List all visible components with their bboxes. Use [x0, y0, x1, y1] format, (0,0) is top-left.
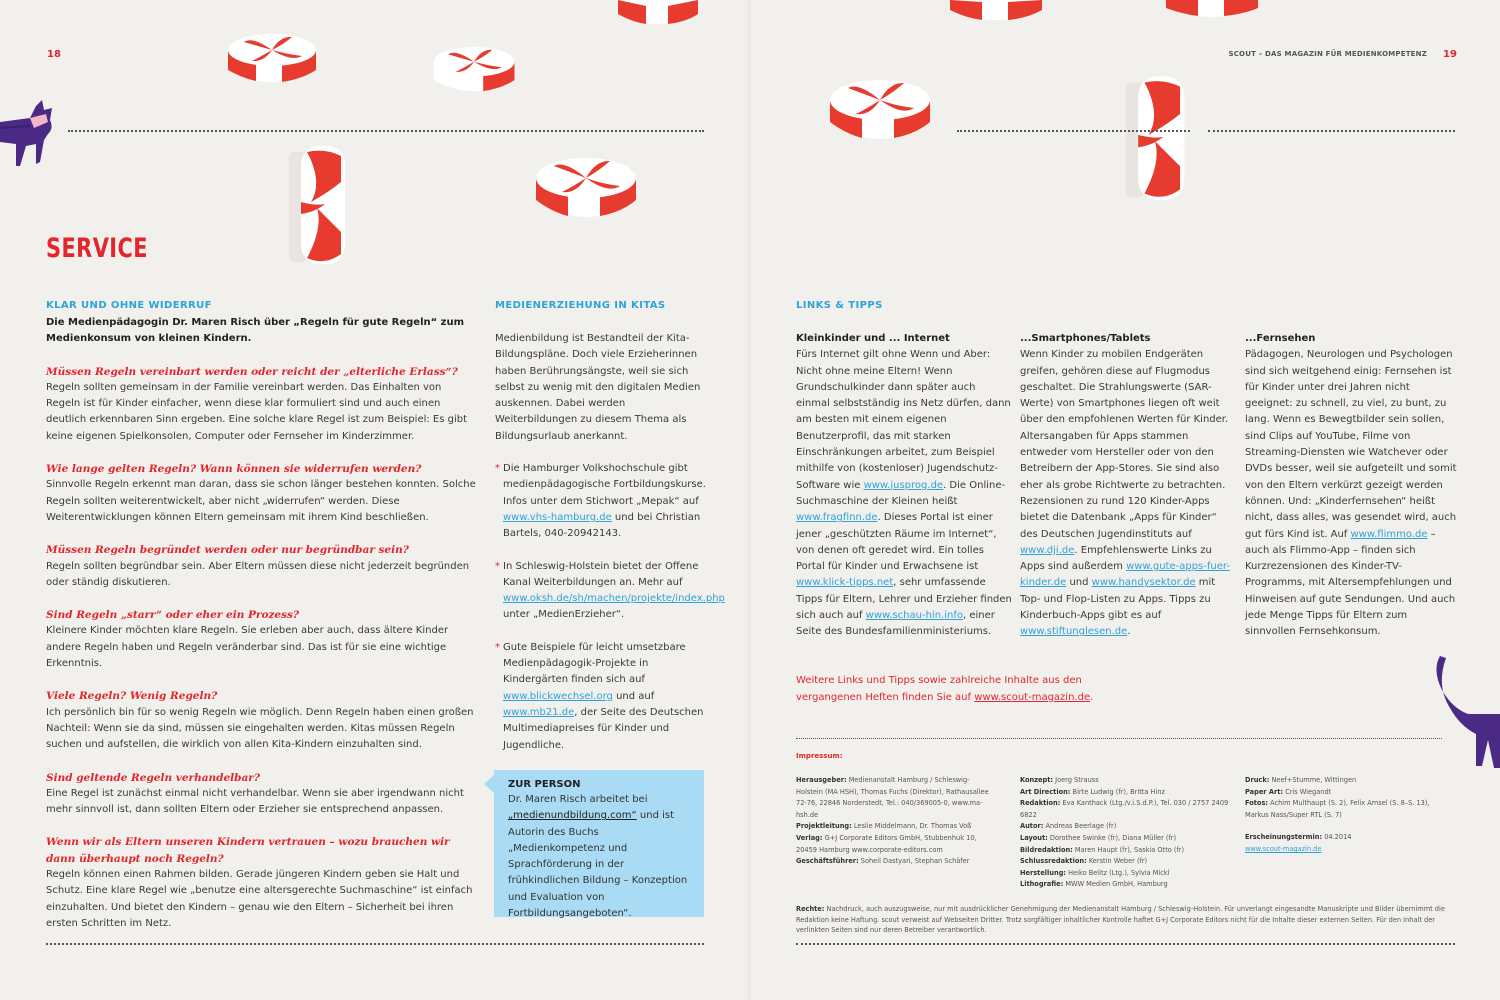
- impressum-entry: [1020, 798, 1234, 821]
- interview-question: Sind geltende Regeln verhandelbar?: [46, 771, 260, 784]
- candy-illustration: [1118, 72, 1194, 206]
- section-heading-kitas: MEDIENERZIEHUNG IN KITAS: [495, 300, 666, 311]
- bullet-text: unter „MedienErzieher“.: [503, 609, 625, 621]
- impressum-key: Konzept:: [1020, 776, 1054, 784]
- impressum-value: Dorothee Swinke (fr), Diana Müller (fr): [1047, 833, 1177, 842]
- impressum-entry: [1020, 833, 1234, 845]
- subheading-fernsehen: ...Fernsehen: [1245, 333, 1316, 344]
- cat-illustration: [0, 92, 66, 170]
- impressum-key: Lithografie:: [1020, 880, 1064, 889]
- links-text: Pädagogen, Neurologen und Psychologen sind sich weitgehend einig: Fernsehen ist für Kinder unter drei Jahren nicht geeignet: zu schnell, zu viel, zu bunt, zu lang. Wenn es Bewegtbilder sein sollen, sind Clips auf YouTube, Filme von Streaming-Diensten wie Watchever oder DVDs besser, weil sie aufgeteilt und somit von den Eltern verkürzt gezeigt werden können. Und: „Kinderfernsehen“ heißt nicht, dass alles, was gesendet wird, auch gut fürs Kind ist. Auf: [1245, 349, 1457, 540]
- subheading-internet: Kleinkinder und ... Internet: [796, 333, 950, 344]
- bullet-text: Die Hamburger Volkshochschule gibt medienpädagogische Fortbildungskurse. Infos unter dem Stichwort „Mepak“ auf: [503, 463, 706, 507]
- page-number-left: 18: [47, 49, 61, 60]
- bullet-text: In Schleswig-Holstein bietet der Offene Kanal Weiterbildungen an. Mehr auf: [503, 560, 699, 588]
- interview-answer: Regeln sollten begründbar sein. Aber Eltern müssen diese nicht jederzeit begründen oder ständig diskutieren.: [46, 560, 470, 588]
- links-text: mit Top- und Flop-Listen zu Apps. Tipps zu Kinderbuch-Apps gibt es auf: [1020, 577, 1216, 622]
- impressum-key: Herausgeber:: [796, 776, 847, 784]
- link-medienundbildung[interactable]: „medienundbildung.com“: [508, 810, 637, 822]
- impressum-value: Heiko Belitz (Ltg.), Sylvia Mickl: [1066, 868, 1170, 877]
- candy-illustration: [822, 72, 938, 152]
- impressum-value: Medienanstalt Hamburg / Schleswig-Holstein (MA HSH), Thomas Fuchs (Direktor), Rathausallee 72-76, 22846 Norderstedt, Tel.: 040/369005-0, www.ma-hsh.de: [796, 776, 989, 819]
- interview-lead: Die Medienpädagogin Dr. Maren Risch über „Regeln für gute Regeln“ zum Medienkonsum von kleinen Kindern.: [46, 317, 465, 345]
- links-text: . Dieses Portal ist einer jener „geschützten Räume im Internet“, von denen oft geredet wird. Ein tolles Portal für Kinder und Erwachsene ist: [796, 512, 997, 573]
- links-text: , sehr umfassende Tipps für Eltern, Lehrer und Erzieher finden sich auch auf: [796, 577, 1012, 622]
- impressum-key: Fotos:: [1245, 799, 1269, 808]
- impressum-entry: [1245, 832, 1451, 844]
- impressum-entry: [796, 856, 996, 868]
- impressum-value: Achim Multhaupt (S. 2), Felix Amsel (S. 8–S. 13), Markus Nass/Super RTL (S. 7): [1245, 799, 1430, 819]
- link-klick-tipps[interactable]: www.klick-tipps.net: [796, 577, 894, 589]
- candy-illustration: [530, 150, 642, 230]
- interview-answer: Regeln können einen Rahmen bilden. Gerade jüngeren Kindern geben sie Halt und Schutz. Eine klare Regel wie „benutze eine altersgerechte Suchmaschine“ ist einfach einzuhalten. Und bietet den Kindern – genau wie den Eltern – Sicherheit bei ihren ersten Schritten im Netz.: [46, 869, 473, 929]
- link-jusprog[interactable]: www.jusprog.de: [863, 479, 944, 491]
- rights-notice: [796, 904, 1451, 936]
- divider-bottom-left: [46, 943, 704, 945]
- links-text: – auch als Flimmo-App – finden sich Kurzrezensionen des Kinder-TV-Programms, mit Altersempfehlungen und Hinweisen auf gute Sendungen. Und auch jede Menge Tipps für Eltern zum sinnvollen Fernsehkonsum.: [1245, 528, 1456, 638]
- impressum-value: Soheil Dastyari, Stephan Schäfer: [858, 857, 970, 866]
- impressum-column-1: [796, 775, 996, 868]
- links-text: , einer Seite des Bundesfamilienministeriums.: [796, 610, 995, 638]
- link-stiftunglesen[interactable]: www.stiftunglesen.de: [1020, 626, 1128, 638]
- kitas-bullet: [495, 640, 707, 754]
- divider-top-right-a: [957, 130, 1190, 132]
- impressum-value: Eva Kanthack (Ltg./v.i.S.d.P.), Tel. 030 / 2757 2409 6822: [1020, 799, 1229, 819]
- kitas-column: [495, 331, 725, 754]
- links-text: . Die Online-Suchmaschine der Kleinen heißt: [796, 479, 1006, 507]
- interview-answer: Kleinere Kinder möchten klare Regeln. Sie erleben aber auch, dass ältere Kinder andere Regeln haben und Regeln veränderbar sind. Das ist für sie eine wichtige Erkenntnis.: [46, 625, 449, 670]
- bullet-text: Gute Beispiele für leicht umsetzbare Medienpädagogik-Projekte in Kindergärten finden sich auf: [503, 641, 686, 686]
- page-title: SERVICE: [46, 233, 148, 264]
- link-blickwechsel[interactable]: www.blickwechsel.org: [503, 690, 613, 702]
- candy-illustration: [612, 0, 704, 30]
- link-dji[interactable]: www.dji.de: [1020, 544, 1075, 556]
- impressum-entry: [1020, 856, 1234, 868]
- impressum-column-3: [1245, 775, 1451, 856]
- links-internet-column: [796, 331, 1012, 641]
- interview-answer: Regeln sollten gemeinsam in der Familie vereinbart werden. Das Einhalten von Regeln ist für Kinder einfacher, wenn diese klar formuliert sind und auch einen deutlich erkennbaren Sinn ergeben. Eine solche klare Regel ist zum Beispiel: Es gibt keine eigenen Spielkonsolen, Computer oder Fernseher im Kinderzimmer.: [46, 381, 468, 442]
- impressum-entry: [796, 775, 996, 821]
- person-box-title: ZUR PERSON: [508, 779, 581, 790]
- impressum-value: Andreas Beerlage (fr): [1043, 822, 1117, 831]
- interview-answer: Sinnvolle Regeln erkennt man daran, dass sie schon länger bestehen konnten. Solche Regeln sollten weiterentwickelt, aber nicht „widerrufen“ werden. Diese Weiterentwicklungen können Eltern gemeinsam mit ihrem Kind beschließen.: [46, 479, 476, 523]
- section-heading-links: LINKS & TIPPS: [796, 300, 883, 311]
- impressum-value: MWW Medien GmbH, Hamburg: [1063, 880, 1168, 889]
- interview-question: Sind Regeln „starr“ oder eher ein Prozess?: [46, 609, 300, 622]
- interview-question: Müssen Regeln vereinbart werden oder reicht der „elterliche Erlass“?: [46, 365, 458, 378]
- kitas-bullet: [495, 559, 725, 624]
- interview-question: Müssen Regeln begründet werden oder nur begründbar sein?: [46, 544, 409, 557]
- impressum-value: G+J Corporate Editors GmbH, Stubbenhuk 10, 20459 Hamburg www.corporate-editors.com: [796, 833, 977, 854]
- more-links-note: [796, 673, 1126, 706]
- divider-impressum: [796, 738, 1442, 739]
- links-text: und: [1066, 577, 1092, 589]
- links-text: Fürs Internet gilt ohne Wenn und Aber: Nicht ohne meine Eltern! Wenn Grundschulkinder dann später auch einmal selbstständig ins Netz dürfen, dann am besten mit einem eigenen Benutzerprofil, das mit starken Einschränkungen arbeitet, zum Beispiel mithilfe von (kostenloser) Jugendschutz-Software wie: [796, 349, 1011, 491]
- impressum-entry: [1020, 775, 1234, 787]
- links-text: . Empfehlenswerte Links zu Apps sind außerdem: [1020, 544, 1212, 573]
- links-smartphones-column: [1020, 331, 1236, 641]
- impressum-value: 04.2014: [1322, 833, 1352, 842]
- person-box-text: [508, 792, 690, 922]
- candy-illustration: [285, 142, 351, 270]
- note-text: .: [1090, 691, 1094, 703]
- impressum-entry: [796, 833, 996, 856]
- link-gute-apps[interactable]: www.gute-apps-fuer-kinder.de: [1020, 561, 1230, 589]
- rights-text: Nachdruck, auch auszugsweise, nur mit ausdrücklicher Genehmigung der Medienanstalt Hamburg / Schleswig-Holstein. Für unverlangt eingesandte Manuskripte und Bilder übernimmt die Redaktion keine Haftung. scout verweist auf Webseiten Dritter. Trotz sorgfältiger inhaltlicher Kontrolle haftet G+J Corporate Editors nicht für die Inhalte dieser externen Seiten. Für den Inhalt der verlinkten Seiten sind nur deren Betreiber verantwortlich.: [796, 905, 1445, 935]
- bullet-text: und bei Christian Bartels, 040-20942143.: [503, 511, 701, 540]
- impressum-heading: Impressum:: [796, 752, 843, 760]
- link-impressum-web[interactable]: www.scout-magazin.de: [1245, 844, 1322, 853]
- impressum-entry: [1020, 879, 1234, 891]
- section-heading-klar: KLAR UND OHNE WIDERRUF: [46, 300, 212, 311]
- interview-question: Wenn wir als Eltern unseren Kindern vertrauen – wozu brauchen wir dann überhaupt noch Regeln?: [46, 836, 450, 865]
- impressum-key: Herstellung:: [1020, 868, 1067, 877]
- links-text: Wenn Kinder zu mobilen Endgeräten greifen, gehören diese auf Flugmodus geschaltet. Die Strahlungswerte (SAR-Werte) von Smartphones liegen oft weit über den empfohlenen Werten für Kinder. Altersangaben für Apps stammen entweder vom Hersteller oder von den Betreibern der App-Stores. Sie sind also eher als grobe Richtwerte zu betrachten. Rezensionen zu rund 120 Kinder-Apps bietet die Datenbank „Apps für Kinder“ des Deutschen Jugendinstituts auf: [1020, 349, 1229, 540]
- impressum-entry: [1020, 868, 1234, 880]
- page-gutter: [748, 0, 752, 1000]
- divider-top-right-b: [1208, 130, 1455, 132]
- impressum-entry: [1020, 787, 1234, 799]
- divider-top-left: [68, 130, 704, 132]
- candy-illustration: [428, 40, 520, 100]
- link-fragfinn[interactable]: www.fragfinn.de: [796, 512, 878, 524]
- interview-question: Wie lange gelten Regeln? Wann können sie widerrufen werden?: [46, 463, 422, 476]
- impressum-value: Maren Haupt (fr), Saskia Otto (fr): [1072, 845, 1185, 854]
- impressum-key: Art Direction:: [1020, 787, 1071, 796]
- interview-answer: Ich persönlich bin für so wenig Regeln wie möglich. Denn Regeln haben einen großen Nachteil: Wenn sie da sind, müssen sie eingehalten werden. Kitas müssen Regeln suchen und aufstellen, die wirklich von allen Kita-Kindern einzuhalten sind.: [46, 706, 474, 751]
- impressum-key: Paper Art:: [1245, 787, 1283, 796]
- link-mb21[interactable]: www.mb21.de: [503, 706, 575, 718]
- impressum-key: Projektleitung:: [796, 822, 852, 831]
- impressum-entry: [1245, 787, 1451, 799]
- impressum-value: Leslie Middelmann, Dr. Thomas Voß: [851, 822, 972, 831]
- impressum-entry: [796, 821, 996, 833]
- divider-bottom-right: [796, 943, 1455, 945]
- impressum-key: Druck:: [1245, 776, 1270, 784]
- link-oksh[interactable]: www.oksh.de/sh/machen/projekte/index.php: [503, 593, 725, 605]
- impressum-key: Redaktion:: [1020, 799, 1061, 808]
- subheading-smartphones: ...Smartphones/Tablets: [1020, 333, 1151, 344]
- impressum-value: Neef+Stumme, Wittingen: [1269, 776, 1357, 784]
- candy-illustration: [222, 28, 322, 90]
- impressum-key: Erscheinungstermin:: [1245, 833, 1323, 842]
- impressum-entry: [1245, 775, 1451, 787]
- person-text-part: und ist Autorin des Buchs „Medienkompetenz und Sprachförderung in der frühkindlichen Bildung – Konzeption und Evaluation von Fortbildungsangeboten“.: [508, 810, 688, 920]
- bullet-text: und auf: [612, 690, 655, 702]
- candy-illustration: [1160, 0, 1264, 22]
- links-fernsehen-column: [1245, 331, 1457, 641]
- impressum-column-2: [1020, 775, 1234, 891]
- links-text: .: [1127, 626, 1131, 638]
- candy-illustration: [944, 0, 1048, 26]
- impressum-key: Geschäftsführer:: [796, 857, 859, 866]
- impressum-value: Birte Ludwig (fr), Britta Hinz: [1070, 787, 1165, 796]
- link-handysektor[interactable]: www.handysektor.de: [1091, 577, 1196, 589]
- impressum-key: Autor:: [1020, 822, 1044, 831]
- kitas-intro: Medienbildung ist Bestandteil der Kita-Bildungspläne. Doch viele Erzieherinnen haben Berührungsängste, weil sie sich selbst zu wenig mit den digitalen Medien auskennen. Dabei werden Weiterbildungen zu diesem Thema als Bildungsurlaub anerkannt.: [495, 333, 701, 442]
- rights-key: Rechte:: [796, 905, 825, 913]
- masthead: SCOUT – DAS MAGAZIN FÜR MEDIENKOMPETENZ: [1228, 50, 1427, 58]
- note-text: Weitere Links und Tipps sowie zahlreiche Inhalte aus den vergangenen Heften finden Sie auf: [796, 675, 1082, 703]
- impressum-value: Joerg Strauss: [1053, 776, 1099, 784]
- impressum-entry: [1020, 821, 1234, 833]
- interview-question: Viele Regeln? Wenig Regeln?: [46, 690, 218, 703]
- link-schau-hin[interactable]: www.schau-hin.info: [865, 610, 963, 622]
- link-vhs-hamburg[interactable]: www.vhs-hamburg.de: [503, 511, 612, 523]
- bullet-text: , der Seite des Deutschen Multimediapreises für Kinder und Jugendliche.: [503, 706, 704, 751]
- impressum-key: Layout:: [1020, 833, 1048, 842]
- person-text-part: Dr. Maren Risch arbeitet bei: [508, 794, 648, 805]
- impressum-key: Schlussredaktion:: [1020, 857, 1087, 866]
- impressum-value: Kerstin Weber (fr): [1086, 857, 1148, 866]
- link-scout-magazin[interactable]: www.scout-magazin.de: [974, 691, 1091, 703]
- kitas-bullet: [495, 461, 707, 542]
- cat-illustration: [1430, 650, 1500, 768]
- interview-answer: Eine Regel ist zunächst einmal nicht verhandelbar. Wenn sie aber irgendwann nicht mehr sinnvoll ist, dann sollten Eltern oder Erzieher sie entsprechend anpassen.: [46, 787, 464, 816]
- person-info-box: [494, 770, 704, 920]
- impressum-value: Cris Wiegandt: [1283, 787, 1332, 796]
- link-flimmo[interactable]: www.flimmo.de: [1350, 528, 1428, 540]
- impressum-key: Verlag:: [796, 833, 823, 842]
- interview-column: [46, 315, 478, 932]
- impressum-key: Bildredaktion:: [1020, 845, 1073, 854]
- page-number-right: 19: [1443, 49, 1457, 60]
- impressum-entry: [1020, 845, 1234, 857]
- impressum-entry: [1245, 798, 1451, 821]
